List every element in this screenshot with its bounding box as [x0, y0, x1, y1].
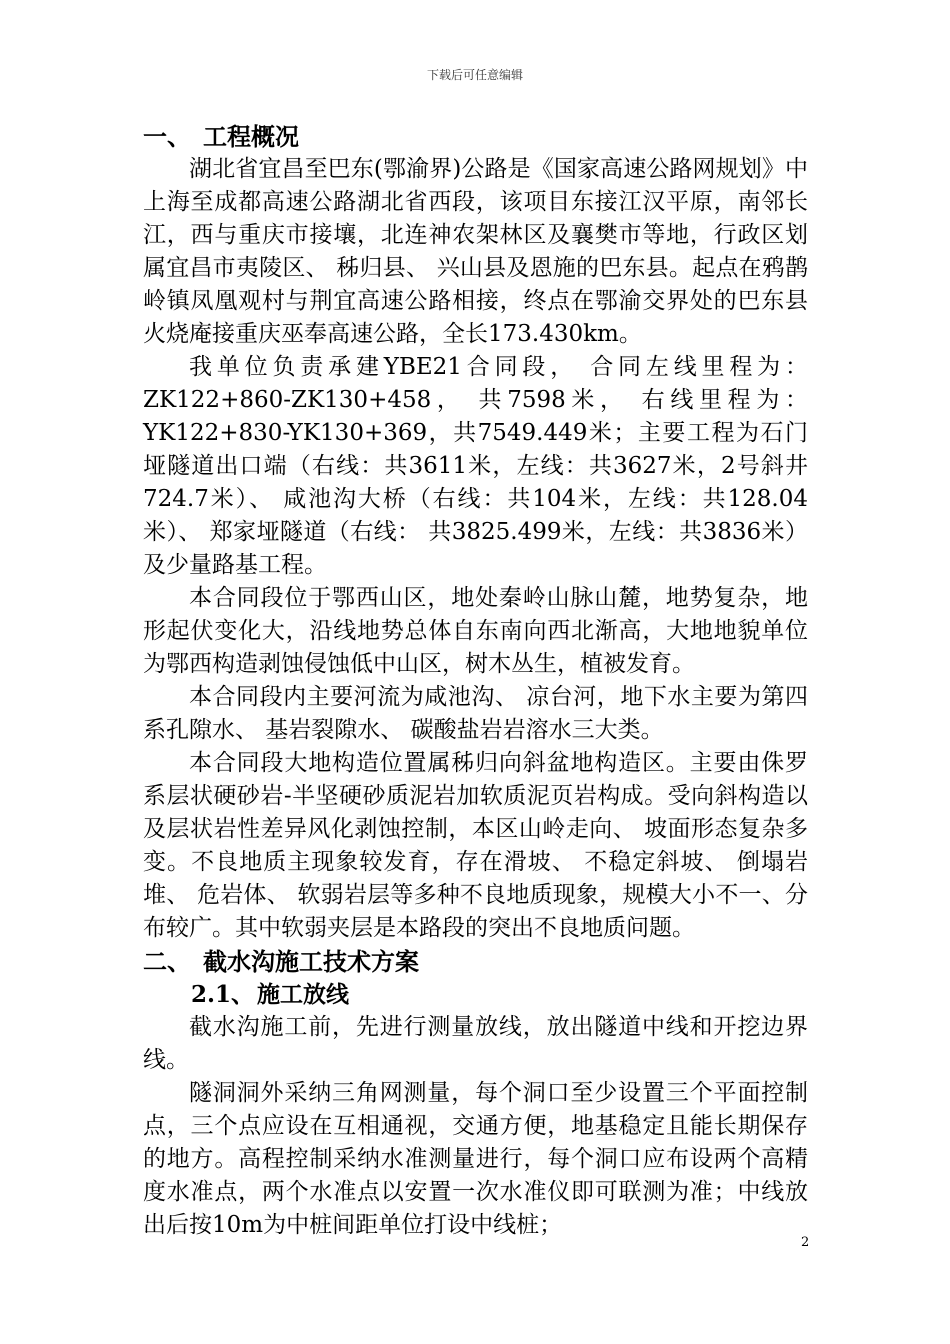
section-number: 二、 — [143, 947, 191, 976]
paragraph: 本合同段大地构造位置属秭归向斜盆地构造区。主要由侏罗系层状硬砂岩-半坚硬砂质泥岩加软质泥页岩构成。受向斜构造以及层状岩性差异风化剥蚀控制，本区山岭走向、 坡面形态复杂多变。不良地质主现象较发育，存在滑坡、 不稳定斜坡、 倒塌岩堆、 危岩体、 软弱岩层等多种不良地质现象，规模大小不一、分布较广。其中软弱夹层是本路段的突出不良地质问题。 — [143, 750, 808, 941]
section-heading-ditch-plan — [143, 945, 808, 978]
section-title: 截水沟施工技术方案 — [203, 947, 419, 976]
subsection-number: 2.1、 — [191, 981, 255, 1008]
page-number: 2 — [801, 1235, 810, 1250]
paragraph: 我单位负责承建YBE21合同段， 合同左线里程为：ZK122+860-ZK130+458， 共7598米， 右线里程为：YK122+830-YK130+369，共7549.449米；主要工程为石门垭隧道出口端（右线：共3611米，左线：共3627米，2号斜井724.7米）、 咸池沟大桥（右线：共104米，左线：共128.04米）、 郑家垭隧道（右线： 共3825.499米，左线：共3836米）及少量路基工程。 — [143, 354, 808, 578]
subsection-title: 施工放线 — [257, 981, 349, 1008]
paragraph: 本合同段位于鄂西山区，地处秦岭山脉山麓，地势复杂，地形起伏变化大，沿线地势总体自东南向西北渐高，大地地貌单位为鄂西构造剥蚀侵蚀低中山区，树木丛生，植被发育。 — [143, 585, 808, 677]
section-title: 工程概况 — [203, 122, 299, 151]
paragraph: 湖北省宜昌至巴东(鄂渝界)公路是《国家高速公路网规划》中上海至成都高速公路湖北省西段，该项目东接江汉平原，南邻长江，西与重庆市接壤，北连神农架林区及襄樊市等地，行政区划属宜昌市夷陵区、 秭归县、 兴山县及恩施的巴东县。起点在鸦鹊岭镇凤凰观村与荆宜高速公路相接，终点在鄂渝交界处的巴东县火烧庵接重庆巫奉高速公路，全长173.430km。 — [143, 156, 808, 347]
paragraph: 本合同段内主要河流为咸池沟、 凉台河，地下水主要为第四系孔隙水、 基岩裂隙水、 碳酸盐岩岩溶水三大类。 — [143, 684, 808, 743]
paragraph: 截水沟施工前，先进行测量放线，放出隧道中线和开挖边界线。 — [143, 1014, 808, 1073]
page-header-note: 下载后可任意编辑 — [426, 68, 523, 82]
subsection-heading-layout — [191, 978, 808, 1011]
section-number: 一、 — [143, 122, 191, 151]
paragraph: 隧洞洞外采纳三角网测量，每个洞口至少设置三个平面控制点，三个点应设在互相通视，交通方便，地基稳定且能长期保存的地方。高程控制采纳水准测量进行，每个洞口应布设两个高精度水准点，两个水准点以安置一次水准仪即可联测为准；中线放出后按10m为中桩间距单位打设中线桩； — [143, 1080, 808, 1238]
document-body — [143, 120, 808, 1242]
section-heading-overview — [143, 120, 808, 153]
